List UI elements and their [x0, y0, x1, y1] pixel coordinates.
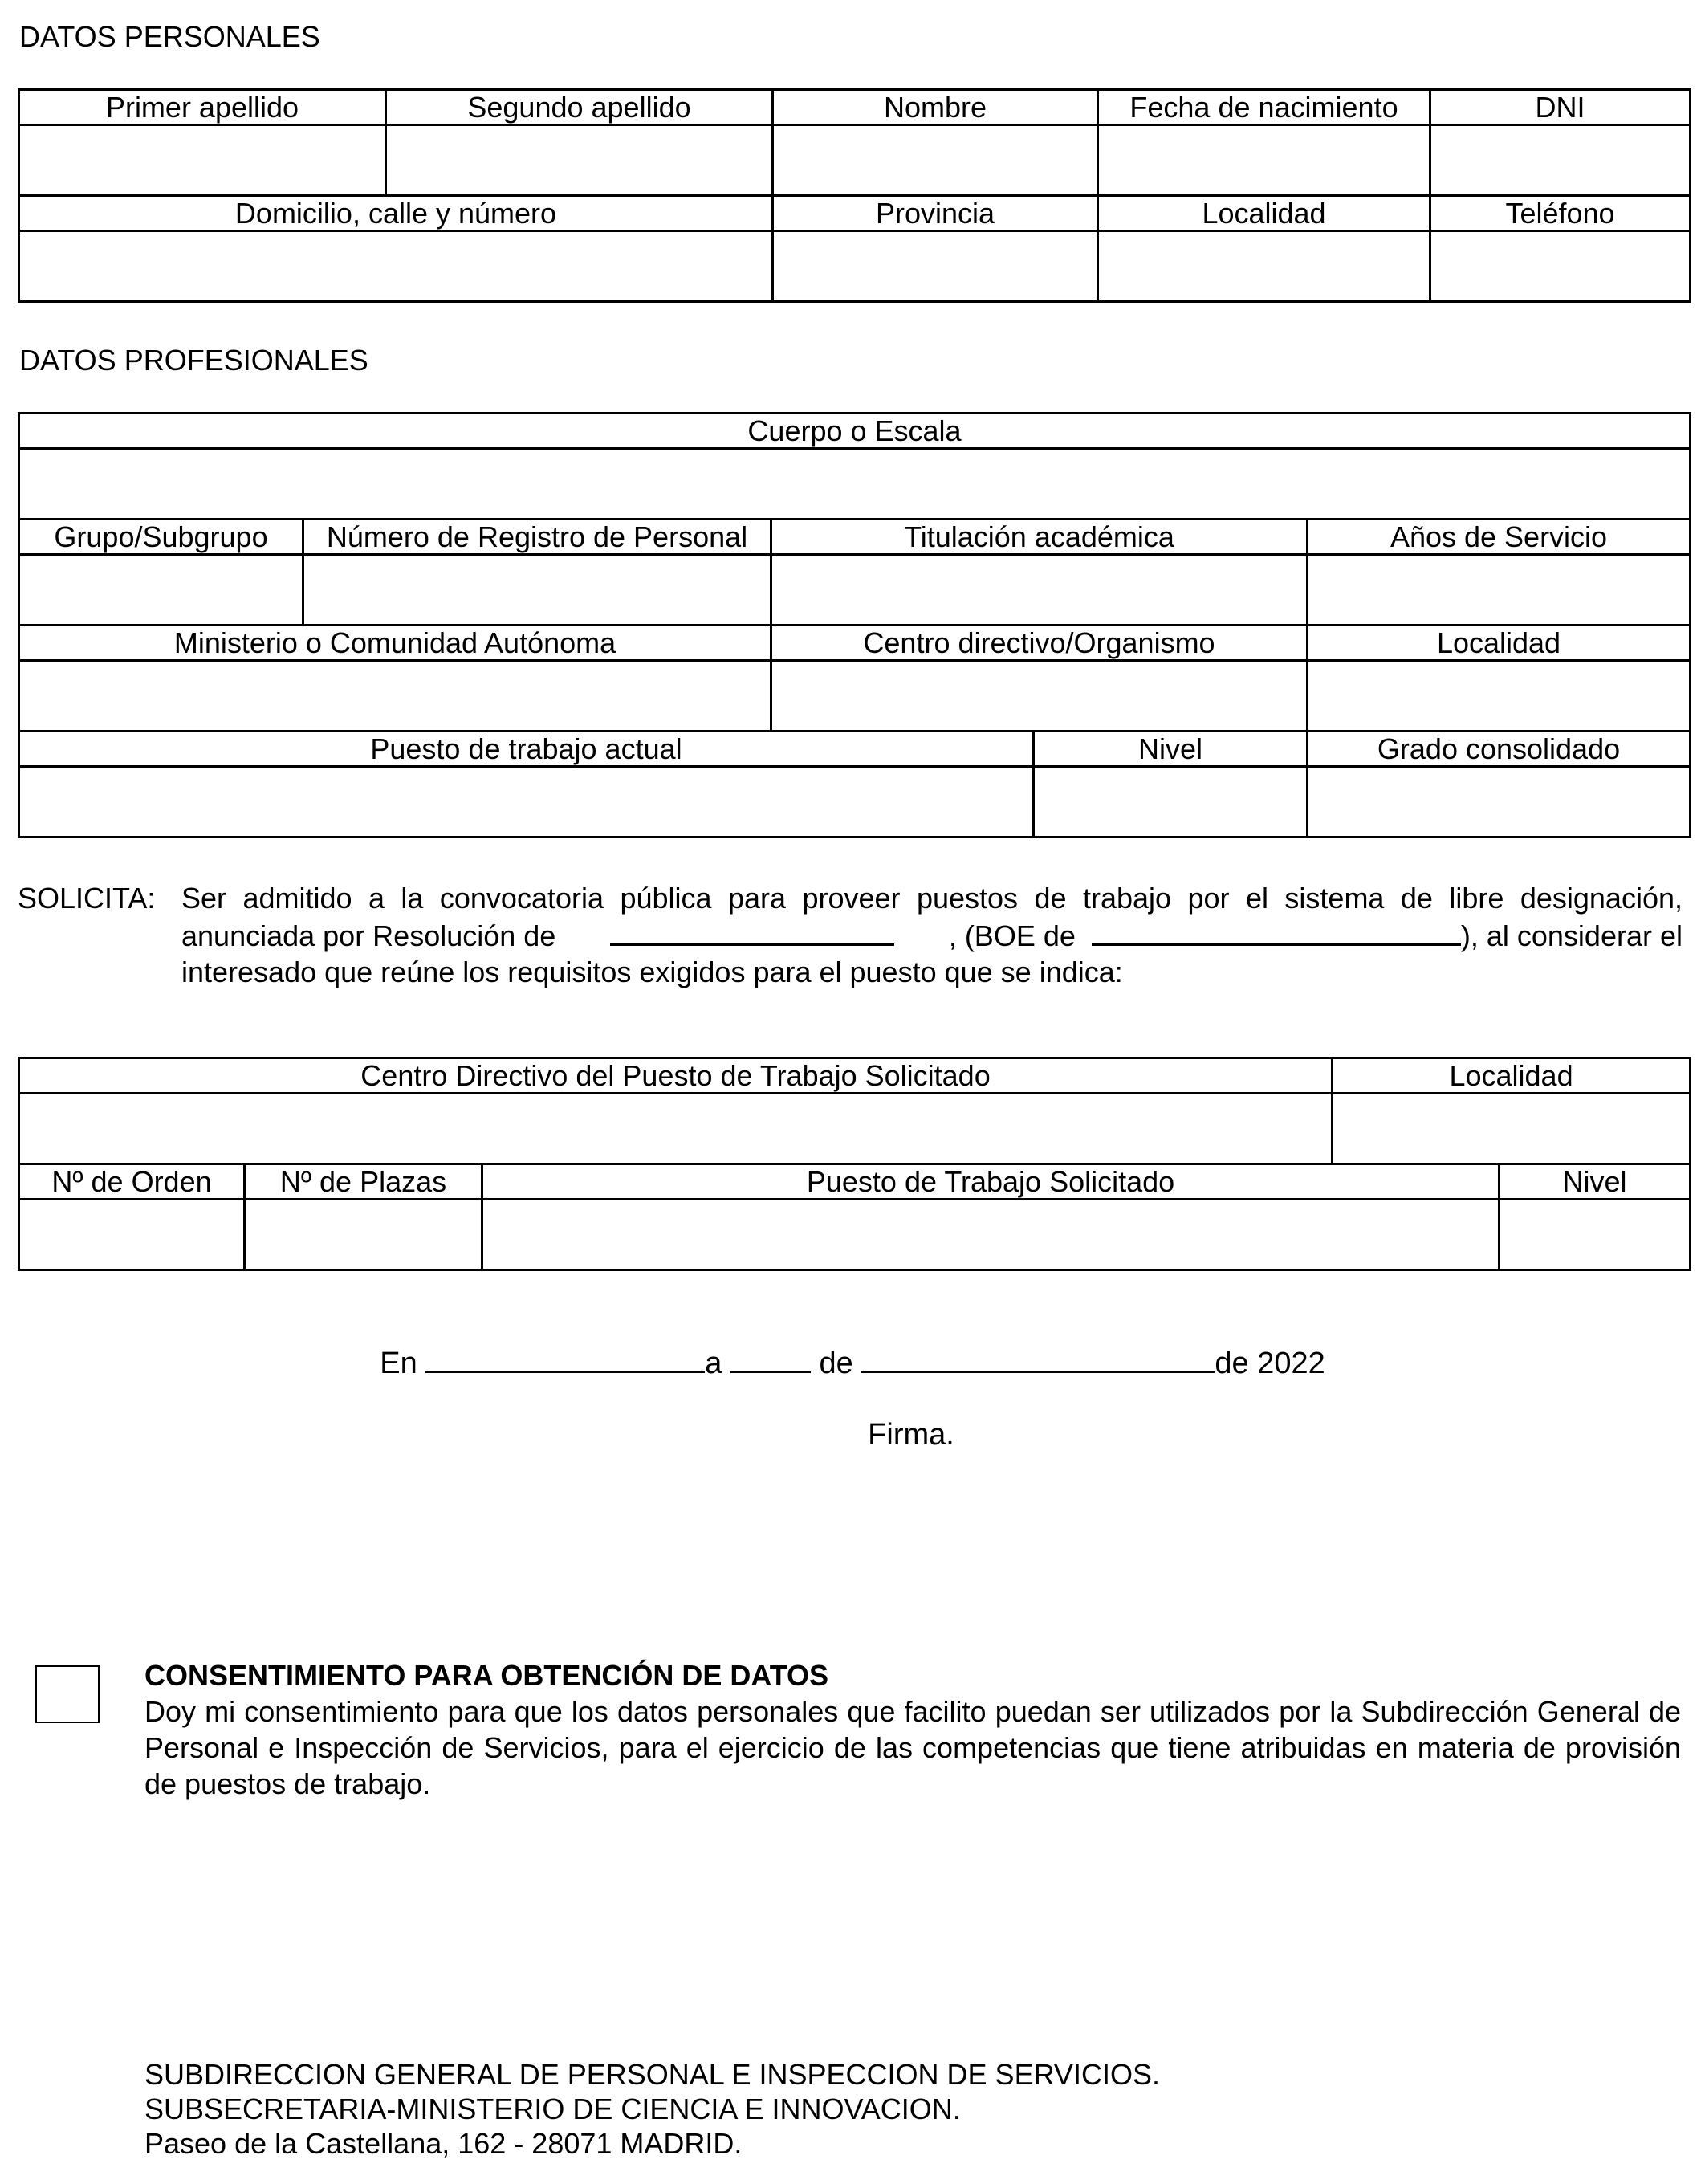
label-localidad-solicitada: Localidad — [1333, 1058, 1691, 1094]
month-blank[interactable] — [861, 1347, 1215, 1373]
footer-line: Paseo de la Castellana, 162 - 28071 MADRID. — [144, 2127, 743, 2160]
label-nombre: Nombre — [773, 90, 1098, 125]
professional-data-table — [18, 412, 1691, 838]
field-puesto-solicitado[interactable] — [482, 1200, 1500, 1270]
label-numero-registro: Número de Registro de Personal — [303, 520, 771, 555]
label-centro-directivo-solicitado: Centro Directivo del Puesto de Trabajo Solicitado — [19, 1058, 1333, 1094]
field-telefono[interactable] — [1430, 231, 1691, 302]
label-cuerpo-escala: Cuerpo o Escala — [19, 414, 1691, 449]
label-localidad-profesional: Localidad — [1308, 625, 1691, 661]
field-numero-plazas[interactable] — [245, 1200, 482, 1270]
field-ministerio[interactable] — [19, 661, 771, 731]
personal-data-table — [18, 88, 1691, 303]
field-titulacion[interactable] — [771, 555, 1308, 625]
requested-position-table — [18, 1057, 1691, 1271]
label-puesto-solicitado: Puesto de Trabajo Solicitado — [482, 1164, 1500, 1200]
field-centro-directivo[interactable] — [771, 661, 1308, 731]
label-puesto-actual: Puesto de trabajo actual — [19, 731, 1034, 767]
label-numero-plazas: Nº de Plazas — [245, 1164, 482, 1200]
field-localidad[interactable] — [1098, 231, 1430, 302]
consent-block — [144, 1657, 1681, 1802]
label-anos-servicio: Años de Servicio — [1308, 520, 1691, 555]
field-primer-apellido[interactable] — [19, 125, 386, 196]
boe-date-blank[interactable] — [1092, 916, 1461, 946]
field-numero-registro[interactable] — [303, 555, 771, 625]
solicita-line-1: Ser admitido a la convocatoria pública para proveer puestos de trabajo por el sistema de libre designación, — [181, 882, 1683, 915]
field-cuerpo-escala[interactable] — [19, 449, 1691, 520]
label-provincia: Provincia — [773, 196, 1098, 231]
label-primer-apellido: Primer apellido — [19, 90, 386, 125]
label-telefono: Teléfono — [1430, 196, 1691, 231]
label-grado-consolidado: Grado consolidado — [1308, 731, 1691, 767]
label-nivel-solicitado: Nivel — [1500, 1164, 1691, 1200]
solicita-lead: SOLICITA: — [18, 882, 156, 915]
field-centro-directivo-solicitado[interactable] — [19, 1094, 1333, 1164]
footer-line: SUBSECRETARIA-MINISTERIO DE CIENCIA E INNOVACION. — [144, 2092, 961, 2125]
field-segundo-apellido[interactable] — [386, 125, 773, 196]
label-domicilio: Domicilio, calle y número — [19, 196, 773, 231]
label-titulacion: Titulación académica — [771, 520, 1308, 555]
field-anos-servicio[interactable] — [1308, 555, 1691, 625]
field-fecha-nacimiento[interactable] — [1098, 125, 1430, 196]
consent-text: Doy mi consentimiento para que los datos personales que facilito puedan ser utilizados por la Subdirección General de Personal e Inspección de Servicios, para el ejercicio de las competencias que tiene atribuidas en materia de provisión de puestos de trabajo. — [144, 1695, 1681, 1800]
solicita-line-3: interesado que reúne los requisitos exigidos para el puesto que se indica: — [181, 956, 1123, 988]
firma-label: Firma. — [868, 1418, 954, 1452]
label-nivel-actual: Nivel — [1034, 731, 1308, 767]
field-localidad-solicitada[interactable] — [1333, 1094, 1691, 1164]
date-en-label: En — [380, 1347, 417, 1380]
date-de-label: de — [819, 1347, 853, 1380]
label-centro-directivo: Centro directivo/Organismo — [771, 625, 1308, 661]
footer-line: SUBDIRECCION GENERAL DE PERSONAL E INSPECCION DE SERVICIOS. — [144, 2058, 1160, 2091]
field-nombre[interactable] — [773, 125, 1098, 196]
date-a-label: a — [705, 1347, 722, 1380]
field-domicilio[interactable] — [19, 231, 773, 302]
consent-title: CONSENTIMIENTO PARA OBTENCIÓN DE DATOS — [144, 1659, 829, 1692]
field-dni[interactable] — [1430, 125, 1691, 196]
solicita-paragraph — [18, 880, 1683, 990]
field-nivel-solicitado[interactable] — [1500, 1200, 1691, 1270]
professional-section-heading: DATOS PROFESIONALES — [19, 344, 368, 377]
place-blank[interactable] — [425, 1347, 705, 1373]
day-blank[interactable] — [730, 1347, 811, 1373]
label-grupo-subgrupo: Grupo/Subgrupo — [19, 520, 303, 555]
consent-checkbox[interactable] — [35, 1665, 100, 1723]
field-provincia[interactable] — [773, 231, 1098, 302]
signature-date-line — [0, 1344, 1705, 1383]
field-nivel-actual[interactable] — [1034, 767, 1308, 837]
resolucion-date-blank[interactable] — [610, 916, 894, 946]
label-dni: DNI — [1430, 90, 1691, 125]
label-ministerio: Ministerio o Comunidad Autónoma — [19, 625, 771, 661]
field-numero-orden[interactable] — [19, 1200, 245, 1270]
label-segundo-apellido: Segundo apellido — [386, 90, 773, 125]
solicita-line-2b: , (BOE de — [948, 919, 1076, 952]
solicita-line-2c: ), al considerar el — [1460, 919, 1683, 952]
date-year-label: de 2022 — [1215, 1347, 1325, 1380]
field-puesto-actual[interactable] — [19, 767, 1034, 837]
field-localidad-profesional[interactable] — [1308, 661, 1691, 731]
field-grado-consolidado[interactable] — [1308, 767, 1691, 837]
footer-address — [144, 2057, 1160, 2161]
personal-section-heading: DATOS PERSONALES — [19, 20, 320, 53]
label-fecha-nacimiento: Fecha de nacimiento — [1098, 90, 1430, 125]
solicita-line-2a: anunciada por Resolución de — [181, 919, 556, 952]
label-localidad: Localidad — [1098, 196, 1430, 231]
field-grupo-subgrupo[interactable] — [19, 555, 303, 625]
label-numero-orden: Nº de Orden — [19, 1164, 245, 1200]
